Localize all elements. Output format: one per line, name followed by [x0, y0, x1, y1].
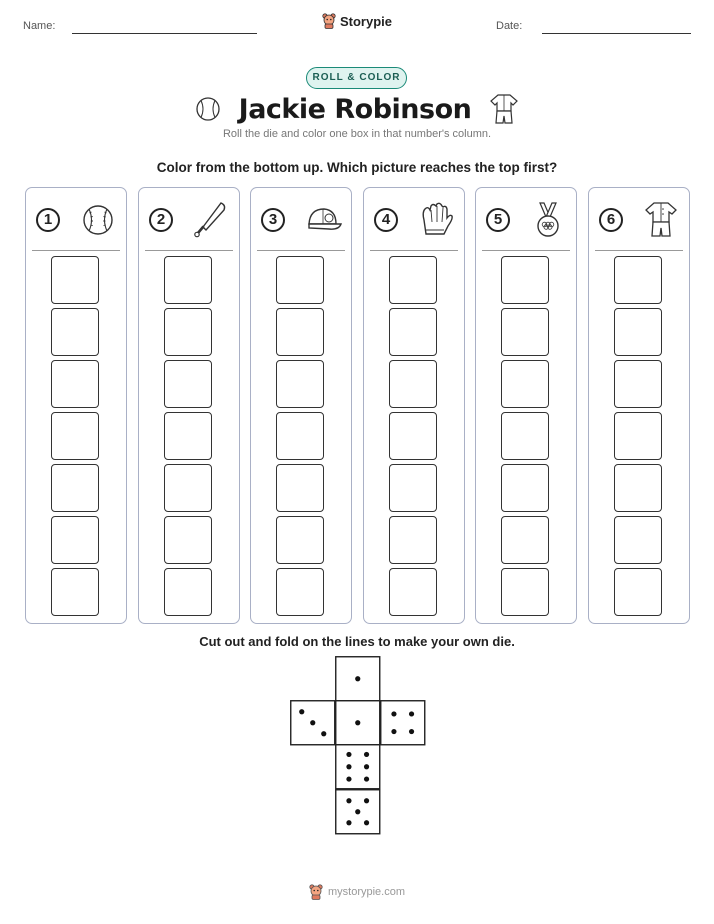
- die-pip: [409, 711, 414, 716]
- die-face-6: [336, 745, 380, 789]
- color-box[interactable]: [389, 256, 437, 304]
- footer-url: mystorypie.com: [327, 886, 406, 898]
- column-number: 2: [149, 208, 173, 232]
- activity-badge: ROLL & COLOR: [306, 67, 407, 89]
- date-line: [542, 33, 691, 34]
- color-box[interactable]: [51, 412, 99, 460]
- column-header: [486, 202, 568, 238]
- brand-name: Storypie: [339, 13, 392, 29]
- die-pip: [355, 720, 360, 725]
- bear-mascot-icon: [322, 13, 336, 29]
- color-box[interactable]: [51, 516, 99, 564]
- color-box[interactable]: [389, 568, 437, 616]
- baseball-glove-icon: [416, 200, 456, 240]
- color-box[interactable]: [276, 464, 324, 512]
- color-box[interactable]: [389, 308, 437, 356]
- column-number: 4: [374, 208, 398, 232]
- column-number: 3: [261, 208, 285, 232]
- baseball-icon: [195, 96, 221, 122]
- color-box[interactable]: [614, 360, 662, 408]
- die-pip: [346, 798, 351, 803]
- color-box[interactable]: [501, 516, 549, 564]
- die-face-1: [336, 701, 380, 745]
- color-box[interactable]: [164, 412, 212, 460]
- die-pip: [391, 711, 396, 716]
- color-box[interactable]: [164, 516, 212, 564]
- die-pip: [409, 729, 414, 734]
- die-pip: [364, 776, 369, 781]
- column-header: [599, 202, 681, 238]
- color-box[interactable]: [51, 360, 99, 408]
- die-pip: [364, 752, 369, 757]
- color-box[interactable]: [501, 412, 549, 460]
- uniform-icon: [489, 93, 519, 125]
- die-pip: [346, 776, 351, 781]
- column-1: [25, 187, 127, 624]
- column-number: 5: [486, 208, 510, 232]
- die-face-4: [381, 701, 425, 745]
- die-instruction: Cut out and fold on the lines to make your own die.: [199, 634, 515, 649]
- die-net: [290, 656, 426, 836]
- subtitle: Roll the die and color one box in that number's column.: [222, 128, 492, 140]
- column-number: 1: [36, 208, 60, 232]
- column-6: [588, 187, 690, 624]
- column-header: [36, 202, 118, 238]
- color-box[interactable]: [614, 464, 662, 512]
- uniform-icon: [641, 200, 681, 240]
- color-box[interactable]: [276, 360, 324, 408]
- color-box[interactable]: [51, 308, 99, 356]
- color-box[interactable]: [614, 516, 662, 564]
- baseball-icon: [78, 200, 118, 240]
- bear-mascot-icon: [309, 884, 323, 900]
- column-header: [374, 202, 456, 238]
- color-box[interactable]: [614, 256, 662, 304]
- column-header: [149, 202, 231, 238]
- die-face-3: [291, 701, 335, 745]
- title-row: [0, 91, 714, 127]
- color-box[interactable]: [389, 360, 437, 408]
- column-divider: [370, 250, 458, 251]
- name-label: Name:: [23, 20, 56, 32]
- baseball-cap-icon: [303, 200, 343, 240]
- column-5: [475, 187, 577, 624]
- die-pip: [310, 720, 315, 725]
- color-box[interactable]: [501, 464, 549, 512]
- die-pip: [321, 731, 326, 736]
- date-label: Date:: [496, 20, 523, 32]
- medal-icon: [528, 200, 568, 240]
- color-box[interactable]: [501, 360, 549, 408]
- color-box[interactable]: [389, 516, 437, 564]
- page-title: Jackie Robinson: [238, 93, 472, 125]
- die-face-1: [336, 657, 380, 701]
- baseball-bat-icon: [191, 200, 231, 240]
- die-pip: [355, 676, 360, 681]
- color-box[interactable]: [501, 256, 549, 304]
- color-box[interactable]: [51, 464, 99, 512]
- color-box[interactable]: [614, 568, 662, 616]
- die-pip: [364, 764, 369, 769]
- color-box[interactable]: [614, 308, 662, 356]
- color-box[interactable]: [164, 256, 212, 304]
- color-box[interactable]: [164, 464, 212, 512]
- column-3: [250, 187, 352, 624]
- color-box[interactable]: [164, 308, 212, 356]
- die-face-5: [336, 790, 380, 834]
- color-box[interactable]: [276, 412, 324, 460]
- color-box[interactable]: [614, 412, 662, 460]
- column-divider: [595, 250, 683, 251]
- column-divider: [32, 250, 120, 251]
- column-number: 6: [599, 208, 623, 232]
- color-box[interactable]: [164, 568, 212, 616]
- color-box[interactable]: [389, 464, 437, 512]
- column-4: [363, 187, 465, 624]
- color-box[interactable]: [389, 412, 437, 460]
- die-pip: [346, 820, 351, 825]
- color-box[interactable]: [51, 568, 99, 616]
- column-divider: [145, 250, 233, 251]
- brand-logo: [0, 13, 714, 29]
- color-box[interactable]: [276, 568, 324, 616]
- color-instruction: Color from the bottom up. Which picture reaches the top first?: [156, 160, 558, 175]
- column-divider: [257, 250, 345, 251]
- color-box[interactable]: [51, 256, 99, 304]
- footer: [0, 884, 714, 900]
- column-header: [261, 202, 343, 238]
- color-box[interactable]: [501, 568, 549, 616]
- die-pip: [346, 752, 351, 757]
- column-2: [138, 187, 240, 624]
- die-pip: [355, 809, 360, 814]
- color-box[interactable]: [276, 256, 324, 304]
- die-pip: [391, 729, 396, 734]
- color-box[interactable]: [501, 308, 549, 356]
- color-box[interactable]: [164, 360, 212, 408]
- column-divider: [482, 250, 570, 251]
- die-pip: [364, 798, 369, 803]
- color-box[interactable]: [276, 516, 324, 564]
- color-box[interactable]: [276, 308, 324, 356]
- die-pip: [346, 764, 351, 769]
- name-line: [72, 33, 257, 34]
- die-pip: [364, 820, 369, 825]
- die-pip: [299, 709, 304, 714]
